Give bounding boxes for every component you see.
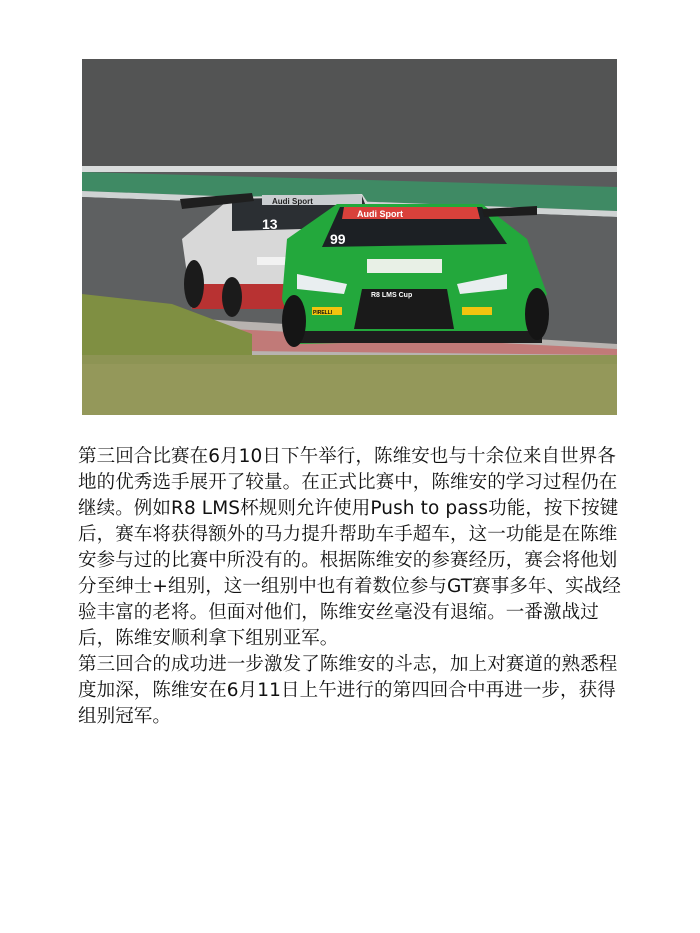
car-rear-number: 13 <box>262 216 278 232</box>
track-line <box>82 166 617 172</box>
article-paragraph: 第三回合的成功进一步激发了陈维安的斗志，加上对赛道的熟悉程度加深，陈维安在6月11日上午进行的第四回合中再进一步，获得组别冠军。 <box>78 654 618 727</box>
car-front-grille-text: R8 LMS Cup <box>371 292 413 299</box>
article-paragraph: 第三回合比赛在6月10日下午举行，陈维安也与十余位来自世界各地的优秀选手展开了较量。在正式比赛中，陈维安的学习过程仍在继续。例如R8 LMS杯规则允许使用Push to pass功能，按下按键后，赛车将获得额外的马力提升帮助车手超车，这一功能是在陈维安参与过的比赛中所没有的。根据陈维安的参赛经历，赛会将他划分至绅士+组别，这一组别中也有着数位参与GT赛事多年、实战经验丰富的老将。但面对他们，陈维安丝毫没有退缩。一番激战过后，陈维安顺利拿下组别亚军。 <box>78 446 621 649</box>
car-front <box>282 204 549 347</box>
article-body <box>78 444 634 730</box>
car-front-number: 99 <box>330 231 346 247</box>
car-rear-brand: Audi Sport <box>272 197 313 206</box>
race-photo-illustration <box>82 59 617 415</box>
tyre-brand-left: PIRELLI <box>313 310 333 316</box>
race-photo <box>82 59 617 415</box>
car-front-brand: Audi Sport <box>357 209 403 219</box>
